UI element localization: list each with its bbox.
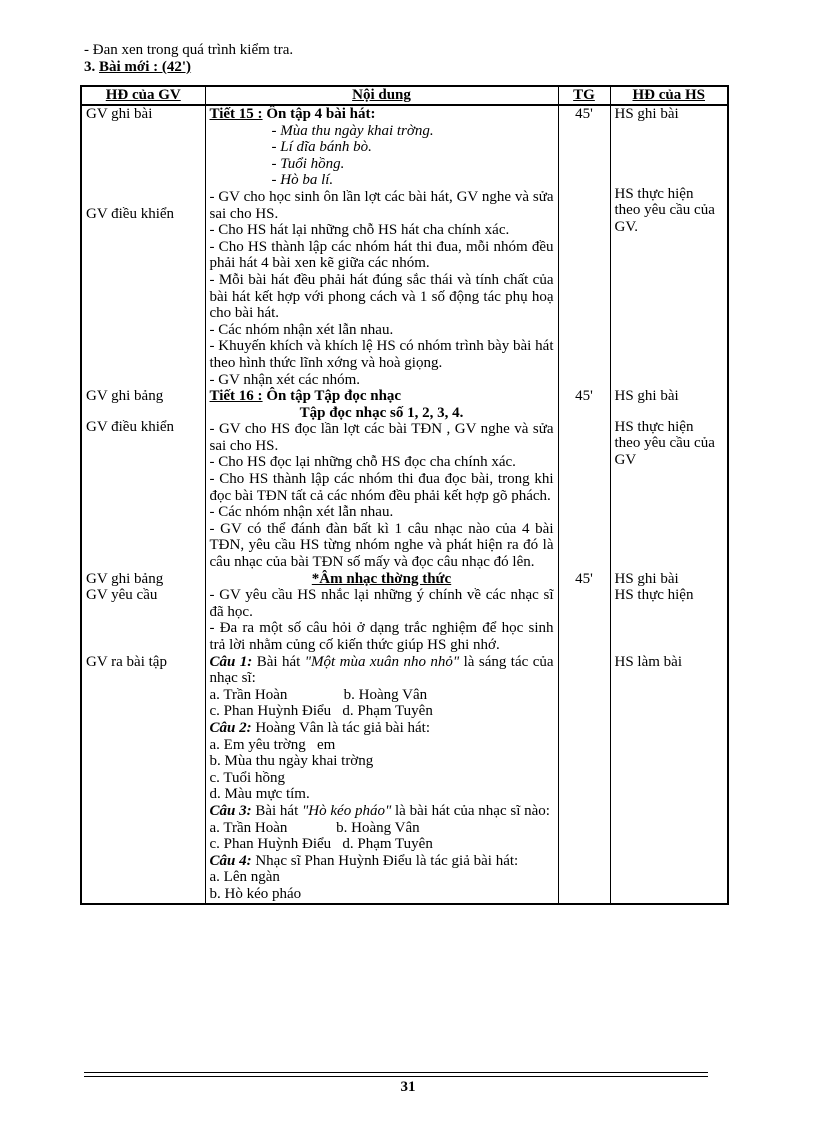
teacher-activity-cell (81, 388, 205, 571)
student-activity-cell (610, 571, 728, 654)
student-activity: HS thực hiện (614, 587, 694, 604)
content-line: - GV có thể đánh đàn bất kì 1 câu nhạc nào của 4 bài TĐN, yêu cầu HS từng nhóm nghe và phát hiện ra đó là câu nhạc của bài TĐN số mấy và đọc câu nhạc đó lên. (209, 520, 554, 571)
answer-options: a. Trần Hoàn b. Hoàng Vân (209, 686, 428, 703)
student-activity: HS làm bài (610, 654, 728, 904)
table-row (81, 105, 728, 388)
content-line: - GV cho học sinh ôn lần lợt các bài hát, GV nghe và sửa sai cho HS. (209, 188, 554, 222)
section-title (84, 59, 191, 76)
teacher-activity-cell (81, 571, 205, 654)
section-number: 3. (84, 59, 99, 75)
song-item: - Mùa thu ngày khai trờng. (271, 122, 434, 139)
time-cell: 45' (558, 388, 610, 571)
content-line: - Các nhóm nhận xét lẫn nhau. (209, 321, 394, 338)
content-line: - Mỗi bài hát đều phải hát đúng sắc thái và tính chất của bài hát kết hợp với phong cách và 1 số động tác phụ hoạ cho bài hát. (209, 271, 554, 322)
lesson-label: Tiết 16 : (209, 388, 263, 405)
content-line: - GV nhận xét các nhóm. (209, 371, 361, 388)
content-cell (205, 388, 558, 571)
lesson-plan-table (80, 85, 729, 905)
lesson-title: *Âm nhạc thờng thức (311, 570, 452, 587)
student-activity: HS thực hiện theo yêu cầu của GV. (614, 185, 715, 235)
header-content: Nội dung (205, 86, 558, 105)
question-1: Câu 1: Bài hát "Một mùa xuân nho nhỏ" là sáng tác của nhạc sĩ: (209, 653, 554, 687)
content-cell (205, 571, 558, 654)
teacher-activity: GV ghi bảng (86, 570, 164, 587)
question-3: Câu 3: Bài hát "Hò kéo pháo" là bài hát của nhạc sĩ nào: (209, 802, 550, 819)
answer-option: a. Em yêu trờng em (209, 736, 336, 753)
table-row (81, 571, 728, 654)
teacher-activity: GV điều khiển (86, 418, 175, 435)
teacher-activity: GV điều khiển (86, 205, 175, 222)
song-item: - Tuổi hồng. (271, 155, 345, 172)
header-time: TG (558, 86, 610, 105)
question-2: Câu 2: Hoàng Vân là tác giả bài hát: (209, 719, 431, 736)
table-row (81, 654, 728, 904)
header-student-activity: HĐ của HS (610, 86, 728, 105)
question-label: Câu 3: (209, 802, 252, 819)
teacher-activity: GV ghi bài (86, 106, 153, 122)
teacher-activity: GV ra bài tập (81, 654, 205, 904)
content-line: - Khuyến khích và khích lệ HS có nhóm trình bày bài hát theo hình thức lĩnh xớng và hoà giọng. (209, 338, 554, 371)
question-4: Câu 4: Nhạc sĩ Phan Huỳnh Điểu là tác giả bài hát: (209, 852, 519, 869)
table-header-row (81, 86, 728, 105)
content-line: - Cho HS thành lập các nhóm hát thi đua, mỗi nhóm đều phải hát 4 bài xen kẽ giữa các nhóm. (209, 238, 554, 272)
song-item: - Hò ba lí. (271, 172, 334, 189)
answer-option: a. Lên ngàn (209, 869, 280, 886)
teacher-activity: GV ghi bảng (86, 388, 164, 405)
footer-divider (84, 1072, 708, 1073)
answer-option: d. Màu mực tím. (209, 786, 310, 803)
page-number: 31 (400, 1079, 416, 1095)
header-teacher-activity: HĐ của GV (81, 86, 205, 105)
section-title-text: Bài mới : (42') (99, 59, 192, 75)
student-activity: HS ghi bài (614, 106, 679, 122)
student-activity: HS ghi bài (614, 570, 679, 587)
table-row (81, 388, 728, 571)
content-cell (205, 105, 558, 388)
answer-option: c. Tuổi hồng (209, 769, 285, 786)
lesson-subtitle: Tập đọc nhạc số 1, 2, 3, 4. (299, 404, 464, 421)
content-line: - Các nhóm nhận xét lẫn nhau. (209, 504, 394, 521)
song-item: - Lí dĩa bánh bò. (271, 139, 372, 156)
content-line: - GV cho HS đọc lần lợt các bài TĐN , GV nghe và sửa sai cho HS. (209, 421, 554, 454)
lesson-label: Tiết 15 : (209, 106, 263, 122)
content-line: - Cho HS đọc lại những chỗ HS đọc cha chính xác. (209, 454, 516, 471)
question-label: Câu 2: (209, 719, 252, 736)
student-activity: HS thực hiện theo yêu cầu của GV (614, 418, 715, 468)
teacher-activity: GV yêu cầu (86, 587, 158, 604)
footer-divider (84, 1076, 708, 1077)
content-line: - GV yêu cầu HS nhắc lại những ý chính về các nhạc sĩ đã học. (209, 587, 554, 620)
question-label: Câu 1: (209, 653, 253, 670)
answer-option: b. Hò kéo pháo (209, 885, 302, 902)
answer-options: a. Trần Hoàn b. Hoàng Vân (209, 819, 420, 836)
student-activity-cell (610, 388, 728, 571)
answer-option: b. Mùa thu ngày khai trờng (209, 753, 374, 770)
content-line: - Cho HS hát lại những chỗ HS hát cha chính xác. (209, 222, 510, 239)
lesson-title: Ôn tập Tập đọc nhạc (262, 388, 402, 405)
intro-line: - Đan xen trong quá trình kiểm tra. (84, 42, 294, 58)
content-line: - Đa ra một số câu hỏi ở dạng trắc nghiệm để học sinh trả lời nhằm củng cố kiến thức giúp HS ghi nhớ. (209, 620, 554, 653)
answer-options: c. Phan Huỳnh Điểu d. Phạm Tuyên (209, 836, 433, 853)
time-cell: 45' (558, 571, 610, 654)
student-activity: HS ghi bài (614, 388, 679, 405)
time-cell: 45' (558, 105, 610, 388)
lesson-title: Ôn tập 4 bài hát: (262, 106, 376, 122)
content-line: - Cho HS thành lập các nhóm thi đua đọc bài, trong khi đọc bài TĐN tất cả các nhóm đều phải kết hợp gõ phách. (209, 471, 554, 504)
question-label: Câu 4: (209, 852, 252, 869)
student-activity-cell (610, 105, 728, 388)
time-cell (558, 654, 610, 904)
answer-options: c. Phan Huỳnh Điểu d. Phạm Tuyên (209, 703, 433, 720)
teacher-activity-cell (81, 105, 205, 388)
content-cell (205, 654, 558, 904)
